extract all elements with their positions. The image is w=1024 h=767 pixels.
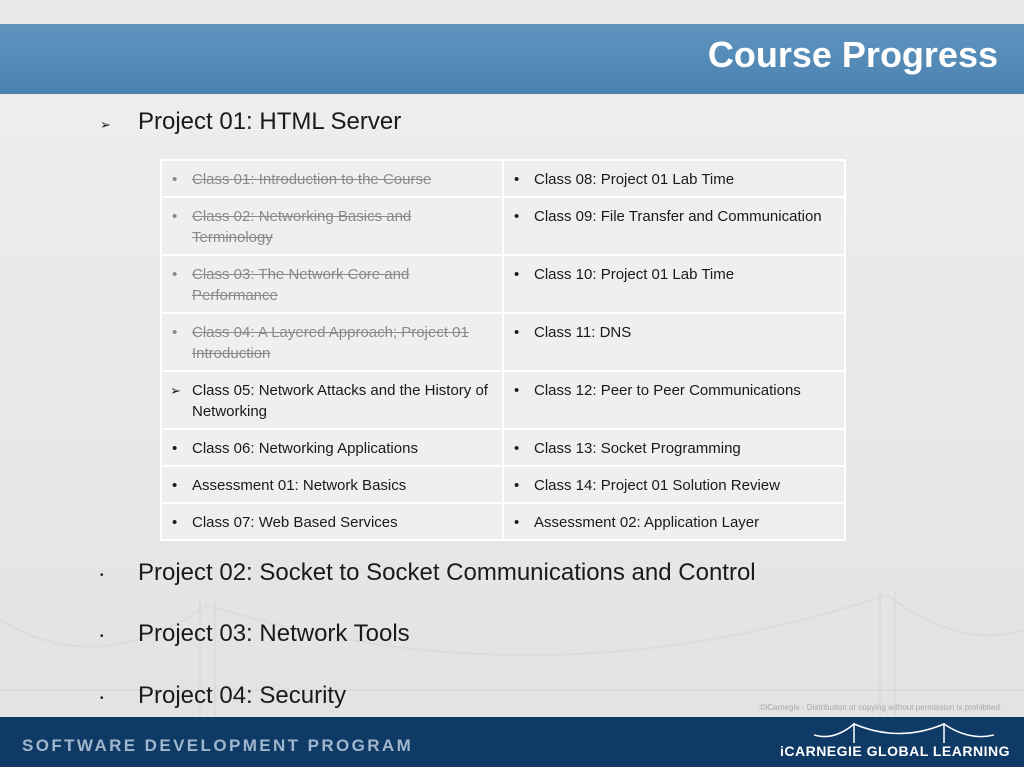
class-item (170, 322, 492, 364)
bullet-icon: • (100, 570, 104, 581)
project-03-label: Project 03: Network Tools (138, 620, 410, 647)
schedule-row (161, 197, 845, 255)
class-item (512, 206, 834, 227)
schedule-cell-left (161, 255, 503, 313)
brand-logo-text: iCARNEGIE GLOBAL LEARNING (779, 743, 1010, 759)
bullet-icon: • (172, 514, 178, 531)
class-item-label: Assessment 02: Application Layer (534, 514, 760, 531)
bullet-icon: • (514, 440, 520, 457)
class-item-label: Class 07: Web Based Services (192, 514, 398, 531)
class-item (170, 380, 492, 422)
class-item (170, 206, 492, 248)
schedule-row (161, 429, 845, 466)
bullet-icon: • (514, 477, 520, 494)
schedule-row (161, 313, 845, 371)
schedule-cell-left (161, 503, 503, 540)
bullet-icon: • (172, 440, 178, 457)
bullet-icon: • (514, 382, 520, 399)
schedule-cell-right (503, 313, 845, 371)
class-item-label: Class 14: Project 01 Solution Review (534, 477, 780, 494)
class-item-label: Class 05: Network Attacks and the History of Networking (192, 382, 488, 420)
class-item-label: Assessment 01: Network Basics (192, 477, 407, 494)
bullet-icon: • (514, 171, 520, 188)
project-04-label: Project 04: Security (138, 682, 347, 709)
bullet-icon: • (100, 631, 104, 642)
class-item (512, 322, 834, 343)
class-item-label: Class 02: Networking Basics and Terminology (192, 208, 412, 246)
bullet-icon: • (172, 324, 178, 341)
class-item-label: Class 04: A Layered Approach; Project 01 Introduction (192, 324, 469, 362)
class-item (170, 475, 492, 496)
class-item (512, 512, 834, 533)
class-item (512, 438, 834, 459)
bridge-logo-icon (814, 721, 994, 743)
schedule-row (161, 503, 845, 540)
class-item (512, 475, 834, 496)
class-item-label: Class 06: Networking Applications (192, 440, 418, 457)
project-01-label: Project 01: HTML Server (138, 108, 402, 135)
schedule-cell-right (503, 503, 845, 540)
bullet-icon: • (172, 477, 178, 494)
class-item (170, 512, 492, 533)
class-item-label: Class 01: Introduction to the Course (192, 171, 432, 188)
schedule-cell-left (161, 466, 503, 503)
arrow-bullet-icon: ➢ (170, 383, 181, 398)
schedule-cell-right (503, 429, 845, 466)
class-item (512, 264, 834, 285)
copyright-notice: ©iCarnegie - Distribution or copying without permission is prohibited. (759, 703, 1002, 712)
bullet-icon: • (514, 208, 520, 225)
class-item-label: Class 09: File Transfer and Communication (534, 208, 822, 225)
schedule-row (161, 371, 845, 429)
class-item-label: Class 10: Project 01 Lab Time (534, 266, 735, 283)
schedule-cell-left (161, 371, 503, 429)
class-item (170, 169, 492, 190)
class-item (512, 169, 834, 190)
class-item-label: Class 08: Project 01 Lab Time (534, 171, 735, 188)
top-strip (0, 0, 1024, 24)
bullet-icon: • (514, 266, 520, 283)
schedule-cell-right (503, 466, 845, 503)
class-item (170, 438, 492, 459)
schedule-row (161, 255, 845, 313)
schedule-cell-right (503, 255, 845, 313)
arrow-bullet-icon: ➢ (100, 117, 111, 132)
class-item (170, 264, 492, 306)
bullet-icon: • (514, 324, 520, 341)
program-name: SOFTWARE DEVELOPMENT PROGRAM (22, 736, 414, 755)
project-02-label: Project 02: Socket to Socket Communications and Control (138, 559, 756, 586)
class-item-label: Class 13: Socket Programming (534, 440, 741, 457)
schedule-cell-left (161, 197, 503, 255)
schedule-row (161, 160, 845, 197)
schedule-cell-right (503, 371, 845, 429)
bullet-icon: • (172, 171, 178, 188)
class-item-label: Class 12: Peer to Peer Communications (534, 382, 801, 399)
class-item (512, 380, 834, 401)
class-item-label: Class 11: DNS (534, 324, 632, 341)
schedule-cell-right (503, 160, 845, 197)
bullet-icon: • (514, 514, 520, 531)
bullet-icon: • (172, 208, 178, 225)
class-item-label: Class 03: The Network Core and Performance (192, 266, 410, 304)
bullet-icon: • (172, 266, 178, 283)
schedule-row (161, 466, 845, 503)
class-schedule-table (160, 159, 846, 541)
schedule-cell-right (503, 197, 845, 255)
slide-title: Course Progress (707, 34, 998, 75)
schedule-cell-left (161, 313, 503, 371)
bullet-icon: • (100, 693, 104, 704)
schedule-cell-left (161, 160, 503, 197)
schedule-cell-left (161, 429, 503, 466)
